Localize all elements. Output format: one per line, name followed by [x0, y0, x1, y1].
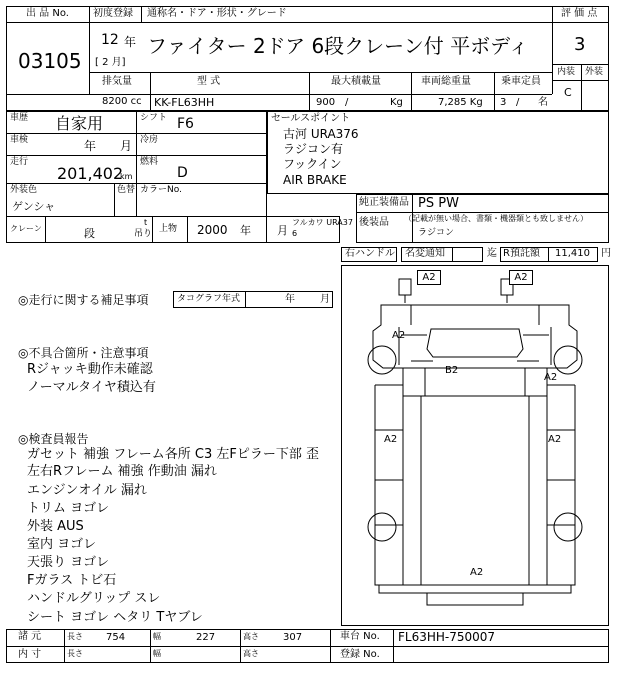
body-year-unit: 年 — [240, 224, 251, 237]
recycle-label: R預託額 — [503, 248, 540, 259]
first-registration-label: 初度登録 — [93, 8, 133, 19]
max-load-sep: / — [345, 97, 349, 108]
history-value: 自家用 — [55, 114, 104, 133]
history-label: 車歴 — [10, 113, 29, 123]
recycle-unit: 円 — [601, 248, 611, 259]
inspector-line-2: 左右Rフレーム 補強 作動油 漏れ — [27, 464, 217, 479]
body-year: 2000 — [197, 223, 228, 237]
color-no-label: カラーNo. — [140, 185, 182, 195]
inspector-line-3: エンジンオイル 漏れ — [27, 483, 147, 498]
ac-label: 冷房 — [140, 135, 159, 145]
registration-month: [ 2 月] — [95, 57, 126, 68]
registration-year-unit: 年 — [124, 35, 137, 49]
height-label: 高さ — [243, 632, 259, 641]
max-load-unit: Kg — [390, 97, 403, 108]
handle-value: 右ハンドル — [345, 248, 395, 259]
mark-bottom: A2 — [470, 567, 484, 578]
displacement-label: 排気量 — [102, 76, 132, 87]
aftermarket-label: 後装品 — [359, 217, 389, 228]
body-label: 上物 — [159, 224, 178, 234]
interior-width-label: 幅 — [153, 649, 161, 658]
defects-heading: ◎不具合箇所・注意事項 — [18, 346, 149, 360]
chassis-label: 車台 No. — [340, 631, 380, 642]
inspector-line-6: 室内 ヨゴレ — [27, 537, 97, 552]
tachograph-label: タコグラフ年式 — [177, 294, 241, 304]
capacity-unit: 名 — [538, 97, 548, 108]
mark-cab-right: A2 — [544, 372, 558, 383]
crane-hook: 吊り — [134, 229, 153, 239]
shift-label: シフト — [140, 113, 168, 123]
score-label: 評 価 点 — [561, 8, 598, 19]
ext-color-label: 外装色 — [10, 185, 38, 195]
chassis-value: FL63HH-750007 — [398, 630, 496, 644]
dims-label: 諸 元 — [18, 631, 42, 642]
interior-length-label: 長さ — [67, 649, 83, 658]
inspector-line-10: シート ヨゴレ ヘタリ Tヤブレ — [27, 610, 203, 625]
model-code-value: KK-FL63HH — [154, 96, 215, 109]
aftermarket-note: （記載が無い場合、書類・機器類とも致しません） — [404, 214, 588, 223]
mileage-label: 走行 — [10, 157, 29, 167]
mileage-value: 201,402 — [57, 164, 124, 183]
body-maker: フルカワ URA37 — [292, 218, 353, 227]
tachograph-year: 年 — [285, 294, 295, 305]
ext-color-value: ゲンシャ — [12, 200, 56, 213]
model-name-label: 通称名・ドア・形状・グレード — [147, 8, 287, 19]
mileage-unit: km — [120, 172, 133, 181]
model-name: ファイター 2ドア 6段クレーン付 平ボディ — [147, 34, 529, 58]
inspector-line-4: トリム ヨゴレ — [27, 501, 110, 516]
inspection-year: 年 — [84, 139, 97, 153]
gross-weight-value: 7,285 Kg — [438, 97, 483, 108]
expiry-prefix: 迄 — [487, 248, 497, 259]
registration-no-label: 登録 No. — [340, 649, 380, 660]
registration-year: 12 — [101, 32, 119, 48]
inspector-line-7: 天張り ヨゴレ — [27, 555, 110, 570]
length-label: 長さ — [67, 632, 83, 641]
max-load-value: 900 — [316, 97, 336, 108]
mark-top-right: A2 — [509, 270, 533, 285]
displacement-value: 8200 cc — [102, 96, 142, 107]
mark-side-left: A2 — [384, 434, 398, 445]
sales-point-4: AIR BRAKE — [283, 173, 347, 187]
inspection-label: 車検 — [10, 135, 29, 145]
name-change-label: 名変通知 — [405, 248, 445, 259]
inspector-line-9: ハンドルグリップ スレ — [27, 591, 161, 606]
interior-score-value: C — [564, 86, 572, 99]
lot-label: 出 品 No. — [26, 8, 69, 19]
interior-score-label: 内装 — [557, 67, 576, 77]
recycle-value: 11,410 — [555, 248, 590, 259]
tachograph-month: 月 — [320, 294, 330, 305]
travel-remarks-heading: ◎走行に関する補足事項 — [18, 293, 149, 307]
mark-floor: B2 — [445, 365, 459, 376]
body-month-unit: 月 — [277, 224, 288, 237]
width-value: 227 — [196, 632, 216, 643]
genuine-equipment-value: PS PW — [418, 196, 459, 211]
shift-value: F6 — [177, 116, 194, 132]
crane-label: クレーン — [10, 224, 42, 233]
length-value: 754 — [106, 632, 126, 643]
interior-height-label: 高さ — [243, 649, 259, 658]
aftermarket-value: ラジコン — [418, 228, 455, 238]
model-code-label: 型 式 — [197, 76, 221, 87]
crane-ton: t — [144, 218, 148, 227]
sales-point-2: ラジコン有 — [283, 142, 344, 156]
mark-top-left: A2 — [417, 270, 441, 285]
gross-weight-label: 車両総重量 — [421, 76, 471, 87]
sales-points-label: セールスポイント — [271, 113, 351, 124]
genuine-equipment-label: 純正装備品 — [359, 197, 409, 208]
exterior-score-label: 外装 — [585, 67, 604, 77]
defect-2: ノーマルタイヤ積込有 — [27, 380, 156, 395]
width-label: 幅 — [153, 632, 161, 641]
capacity-label: 乗車定員 — [501, 76, 541, 87]
inspector-line-8: Fガラス トビ石 — [27, 573, 117, 588]
fuel-value: D — [177, 165, 188, 181]
color-change-label: 色替 — [117, 185, 136, 195]
interior-dims-label: 内 寸 — [18, 649, 42, 660]
inspector-line-5: 外装 AUS — [27, 519, 84, 534]
lot-number: 03105 — [18, 49, 82, 73]
defect-1: Rジャッキ動作未確認 — [27, 362, 153, 377]
crane-stage: 段 — [84, 227, 95, 240]
capacity-sep: / — [516, 97, 520, 108]
inspector-heading: ◎検査員報告 — [18, 432, 89, 446]
height-value: 307 — [283, 632, 303, 643]
inspector-line-1: ガセット 補強 フレーム各所 C3 左Fピラー下部 歪 — [27, 447, 319, 462]
sales-point-1: 古河 URA376 — [283, 127, 359, 141]
mark-cab-left: A2 — [392, 330, 406, 341]
max-load-label: 最大積載量 — [331, 76, 381, 87]
fuel-label: 燃料 — [140, 157, 159, 167]
sales-point-3: フックイン — [283, 157, 342, 171]
body-maker-2: 6 — [292, 229, 298, 238]
capacity-value: 3 — [500, 97, 507, 108]
inspection-month: 月 — [120, 139, 133, 153]
score-value: 3 — [574, 34, 586, 55]
mark-side-right: A2 — [548, 434, 562, 445]
